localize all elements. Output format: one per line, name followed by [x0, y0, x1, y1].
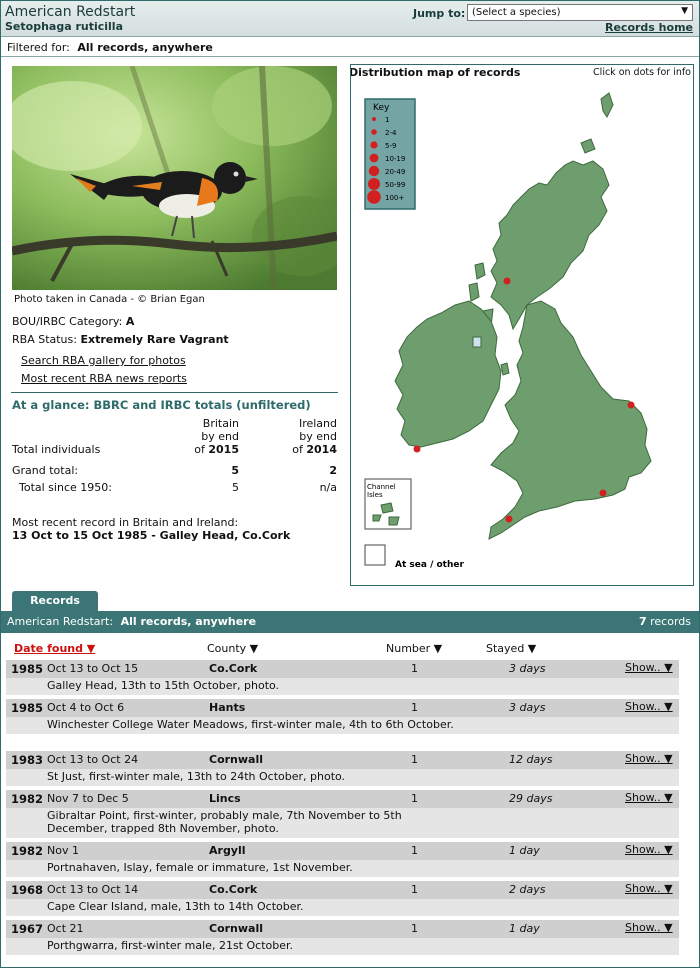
row-year: 1967	[11, 922, 44, 936]
row-show-button[interactable]: Show.. ▼	[625, 661, 673, 674]
row-header	[6, 751, 679, 769]
row-dates: Oct 13 to Oct 14	[47, 883, 139, 896]
ireland-head-3: of 2014	[292, 443, 337, 456]
map-key-title: Key	[373, 103, 390, 113]
map-key-dot	[369, 166, 379, 176]
map-key-dot	[372, 117, 376, 121]
row-description: Porthgwarra, first-winter male, 21st October.	[47, 939, 293, 952]
record-dot[interactable]	[506, 516, 513, 523]
bird-photo	[12, 66, 337, 290]
map-key-label: 2-4	[385, 129, 397, 137]
map-key-label: 50-99	[385, 181, 406, 189]
table-row	[6, 842, 679, 877]
grand-total-britain: 5	[231, 464, 239, 477]
row-number: 1	[411, 753, 418, 766]
ireland-land	[395, 301, 501, 447]
row-header	[6, 699, 679, 717]
map-key-dot	[370, 141, 377, 148]
row-header	[6, 660, 679, 678]
category-value: A	[125, 315, 135, 328]
map-key-dot	[368, 178, 380, 190]
row-number: 1	[411, 922, 418, 935]
sort-number[interactable]: Number ▼	[386, 642, 443, 655]
map-key-label: 20-49	[385, 168, 406, 176]
row-number: 1	[411, 844, 418, 857]
island	[469, 283, 479, 301]
category-line	[12, 315, 134, 328]
orkney	[581, 139, 595, 153]
row-dates: Oct 21	[47, 922, 84, 935]
row-dates: Oct 13 to Oct 24	[47, 753, 139, 766]
status-line	[12, 333, 229, 346]
row-description: Winchester College Water Meadows, first-winter male, 4th to 6th October.	[47, 718, 454, 731]
row-county: Cornwall	[209, 922, 264, 935]
tab-records[interactable]: Records	[12, 591, 98, 611]
row-show-button[interactable]: Show.. ▼	[625, 752, 673, 765]
row-stayed: 1 day	[509, 922, 540, 935]
row-stayed: 3 days	[509, 701, 546, 714]
map-key-dot	[371, 129, 377, 135]
row-header	[6, 842, 679, 860]
chevron-down-icon: ▼	[681, 6, 688, 16]
records-count: 7 records	[638, 615, 691, 628]
row-stayed: 29 days	[509, 792, 553, 805]
table-row	[6, 920, 679, 955]
row-description: Gibraltar Point, first-winter, probably male, 7th November to 5th December, trapped 8th November, photo.	[47, 809, 402, 835]
map-key-label: 10-19	[385, 155, 406, 163]
row-header	[6, 881, 679, 899]
row-description: Galley Head, 13th to 15th October, photo.	[47, 679, 280, 692]
sort-county[interactable]: County ▼	[207, 642, 259, 655]
record-dot[interactable]	[414, 446, 421, 453]
shetland	[601, 93, 613, 117]
photo-caption: Photo taken in Canada - © Brian Egan	[14, 294, 205, 305]
row-number: 1	[411, 701, 418, 714]
row-year: 1982	[11, 792, 44, 806]
since1950-britain: 5	[232, 481, 239, 494]
header	[1, 1, 699, 37]
status-label: RBA Status:	[12, 333, 77, 346]
row-stayed: 3 days	[509, 662, 546, 675]
row-county: Lincs	[209, 792, 241, 805]
map-svg	[351, 65, 693, 585]
jump-label: Jump to:	[413, 7, 466, 20]
britain-head-3: of 2015	[194, 443, 239, 456]
sort-stayed[interactable]: Stayed ▼	[486, 642, 537, 655]
row-stayed: 12 days	[509, 753, 553, 766]
row-year: 1968	[11, 883, 44, 897]
divider	[11, 392, 338, 393]
channel-isles-label-2: Isles	[367, 491, 383, 499]
britain-header	[181, 417, 239, 456]
map-key-dot	[370, 154, 379, 163]
row-number: 1	[411, 792, 418, 805]
ireland-head-1: Ireland	[298, 417, 337, 430]
recent-record-label: Most recent record in Britain and Ireland:	[12, 516, 239, 529]
filter-bar	[1, 37, 699, 57]
since1950-label: Total since 1950:	[19, 481, 112, 494]
gallery-link[interactable]: Search RBA gallery for photos	[21, 354, 186, 367]
row-show-button[interactable]: Show.. ▼	[625, 882, 673, 895]
map-key-label: 100+	[385, 194, 405, 202]
channel-isle	[373, 515, 381, 521]
filter-label: Filtered for:	[7, 41, 70, 54]
map-hint: Click on dots for info	[593, 67, 691, 78]
records-home-link[interactable]: Records home	[605, 21, 693, 34]
since1950-ireland: n/a	[319, 481, 337, 494]
isle-of-man	[501, 363, 509, 375]
grand-total-ireland: 2	[329, 464, 337, 477]
filter-value: All records, anywhere	[77, 41, 213, 54]
row-county: Co.Cork	[209, 883, 258, 896]
row-year: 1985	[11, 701, 44, 715]
row-county: Co.Cork	[209, 662, 258, 675]
records-bar	[1, 611, 699, 633]
row-header	[6, 920, 679, 938]
table-row	[6, 881, 679, 916]
row-county: Argyll	[209, 844, 246, 857]
row-number: 1	[411, 883, 418, 896]
status-value: Extremely Rare Vagrant	[80, 333, 229, 346]
row-dates: Oct 13 to Oct 15	[47, 662, 139, 675]
row-year: 1982	[11, 844, 44, 858]
row-year: 1985	[11, 662, 44, 676]
sort-date-found[interactable]: Date found ▼	[14, 642, 96, 655]
row-description: St Just, first-winter male, 13th to 24th October, photo.	[47, 770, 346, 783]
recent-record-value: 13 Oct to 15 Oct 1985 - Galley Head, Co.Cork	[12, 529, 291, 542]
glance-title: At a glance: BBRC and IRBC totals (unfiltered)	[12, 398, 311, 412]
channel-isle	[381, 503, 393, 513]
table-row	[6, 751, 679, 786]
row-county: Cornwall	[209, 753, 264, 766]
map-key-label: 5-9	[385, 142, 397, 150]
row-dates: Nov 7 to Dec 5	[47, 792, 129, 805]
table-row	[6, 790, 679, 838]
row-show-button[interactable]: Show.. ▼	[625, 700, 673, 713]
row-description: Cape Clear Island, male, 13th to 14th October.	[47, 900, 304, 913]
row-dates: Nov 1	[47, 844, 79, 857]
row-show-button[interactable]: Show.. ▼	[625, 921, 673, 934]
grand-total-label: Grand total:	[12, 464, 79, 477]
row-show-button[interactable]: Show.. ▼	[625, 843, 673, 856]
record-dot[interactable]	[600, 490, 607, 497]
row-description: Portnahaven, Islay, female or immature, 1st November.	[47, 861, 353, 874]
england-land	[489, 301, 651, 539]
row-year: 1983	[11, 753, 44, 767]
species-title: American Redstart	[5, 4, 136, 20]
at-sea-label: At sea / other	[395, 560, 464, 570]
news-link[interactable]: Most recent RBA news reports	[21, 372, 187, 385]
row-stayed: 1 day	[509, 844, 540, 857]
ireland-head-2: by end	[299, 430, 337, 443]
at-sea-box	[365, 545, 385, 565]
row-dates: Oct 4 to Oct 6	[47, 701, 125, 714]
row-county: Hants	[209, 701, 246, 714]
species-select[interactable]	[467, 4, 693, 21]
map-key-dot	[367, 190, 381, 204]
record-dot[interactable]	[504, 278, 511, 285]
lough	[473, 337, 481, 347]
scotland-land	[491, 161, 609, 329]
channel-isles-label-1: Channel	[367, 483, 396, 491]
island	[475, 263, 485, 279]
records-bar-species: American Redstart:	[7, 615, 114, 628]
total-individuals-label: Total individuals	[12, 443, 101, 456]
species-select-value: (Select a species)	[472, 7, 561, 18]
category-label: BOU/IRBC Category:	[12, 315, 123, 328]
record-dot[interactable]	[628, 402, 635, 409]
map-key-label: 1	[385, 116, 390, 124]
records-bar-filter: All records, anywhere	[120, 615, 257, 628]
row-header	[6, 790, 679, 808]
distribution-map	[350, 64, 694, 586]
row-stayed: 2 days	[509, 883, 546, 896]
ireland-header	[279, 417, 337, 456]
britain-head-2: by end	[201, 430, 239, 443]
channel-isle	[389, 517, 399, 525]
map-title: Distribution map of records	[349, 66, 521, 79]
row-number: 1	[411, 662, 418, 675]
table-row	[6, 660, 679, 695]
table-row	[6, 699, 679, 734]
britain-head-1: Britain	[202, 417, 239, 430]
row-show-button[interactable]: Show.. ▼	[625, 791, 673, 804]
scientific-name: Setophaga ruticilla	[5, 20, 123, 33]
